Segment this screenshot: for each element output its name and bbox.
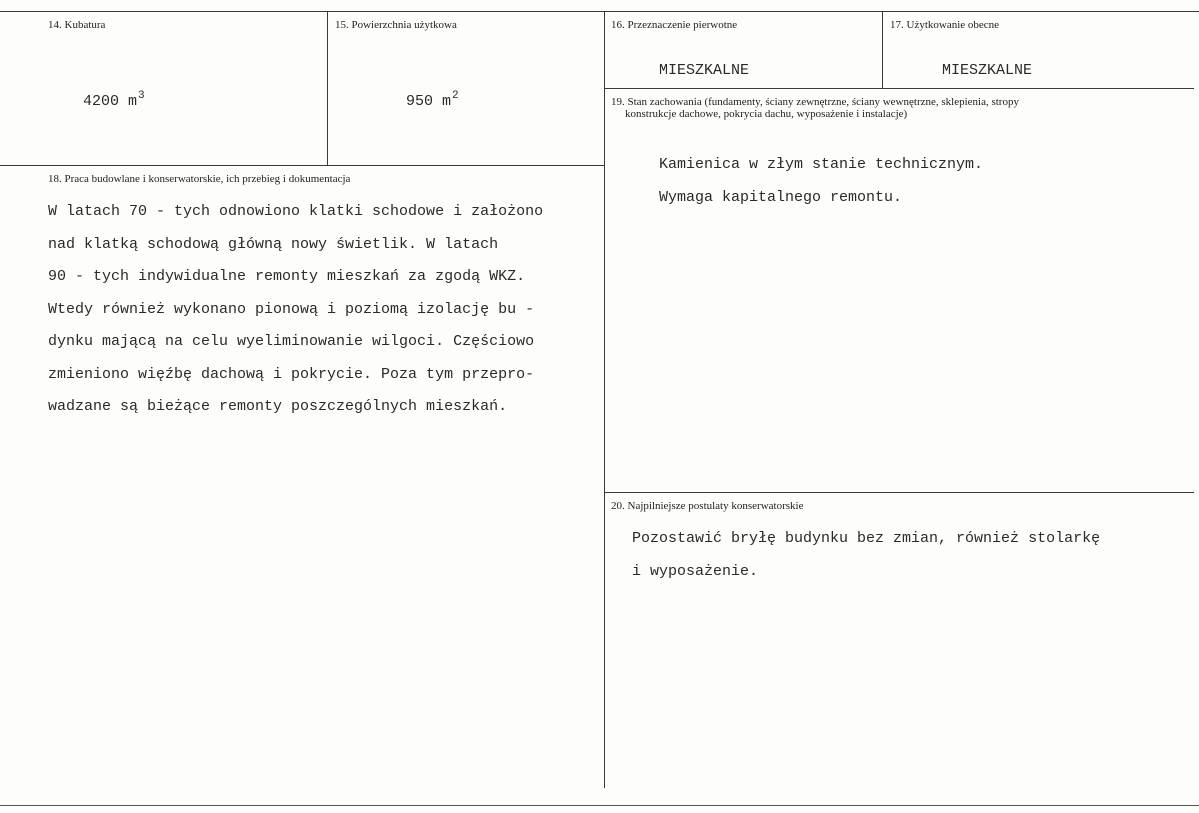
top-border <box>0 11 1199 12</box>
divider-main <box>604 11 605 788</box>
powierzchnia-unit: m <box>442 93 452 110</box>
bottom-border <box>0 805 1199 806</box>
postulaty-line: Pozostawić bryłę budynku bez zmian, również stolarkę <box>632 530 1101 547</box>
stan-line: Wymaga kapitalnego remontu. <box>659 189 903 206</box>
stan-label-line2: konstrukcje dachowe, pokrycia dachu, wyposażenie i instalacje) <box>625 108 908 120</box>
powierzchnia-number: 950 <box>406 93 434 110</box>
powierzchnia-label: 15. Powierzchnia użytkowa <box>335 19 457 31</box>
kubatura-label: 14. Kubatura <box>48 19 106 31</box>
postulaty-line: i wyposażenie. <box>632 563 759 580</box>
prace-line: wadzane są bieżące remonty poszczególnych mieszkań. <box>48 398 508 415</box>
powierzchnia-exponent: 2 <box>452 90 459 102</box>
uzytkowanie-label: 17. Użytkowanie obecne <box>890 19 1000 31</box>
prace-line: W latach 70 - tych odnowiono klatki schodowe i założono <box>48 203 544 220</box>
kubatura-number: 4200 <box>83 93 120 110</box>
uzytkowanie-value: MIESZKALNE <box>942 62 1033 79</box>
kubatura-unit: m <box>128 93 138 110</box>
stan-label-line1: 19. Stan zachowania (fundamenty, ściany zewnętrzne, ściany wewnętrzne, sklepienia, stropy <box>611 96 1019 108</box>
prace-line: 90 - tych indywidualne remonty mieszkań za zgodą WKZ. <box>48 268 526 285</box>
prace-line: zmieniono więźbę dachową i pokrycie. Poza tym przepro- <box>48 365 535 383</box>
prace-line: dynku mającą na celu wyeliminowanie wilgoci. Częściowo <box>48 333 535 350</box>
kubatura-value <box>83 90 145 110</box>
przeznaczenie-value: MIESZKALNE <box>659 62 750 79</box>
postulaty-text <box>632 522 1100 588</box>
prace-line: Wtedy również wykonano pionową i poziomą izolację bu - <box>48 300 535 318</box>
przeznaczenie-label: 16. Przeznaczenie pierwotne <box>611 19 738 31</box>
stan-line: Kamienica w złym stanie technicznym. <box>659 156 984 173</box>
divider-16-17 <box>882 11 883 88</box>
divider-row-16-19 <box>604 88 1194 89</box>
divider-row-19-20 <box>604 492 1194 493</box>
divider-14-15 <box>327 11 328 165</box>
prace-line: nad klatką schodową główną nowy świetlik. W latach <box>48 235 499 253</box>
stan-text <box>659 148 983 214</box>
prace-text <box>48 196 543 424</box>
prace-label: 18. Praca budowlane i konserwatorskie, ich przebieg i dokumentacja <box>48 173 351 185</box>
postulaty-label: 20. Najpilniejsze postulaty konserwatorskie <box>611 500 804 512</box>
divider-row-14-18 <box>0 165 604 166</box>
stan-label <box>611 96 1191 120</box>
kubatura-exponent: 3 <box>138 90 145 102</box>
powierzchnia-value <box>406 90 459 110</box>
